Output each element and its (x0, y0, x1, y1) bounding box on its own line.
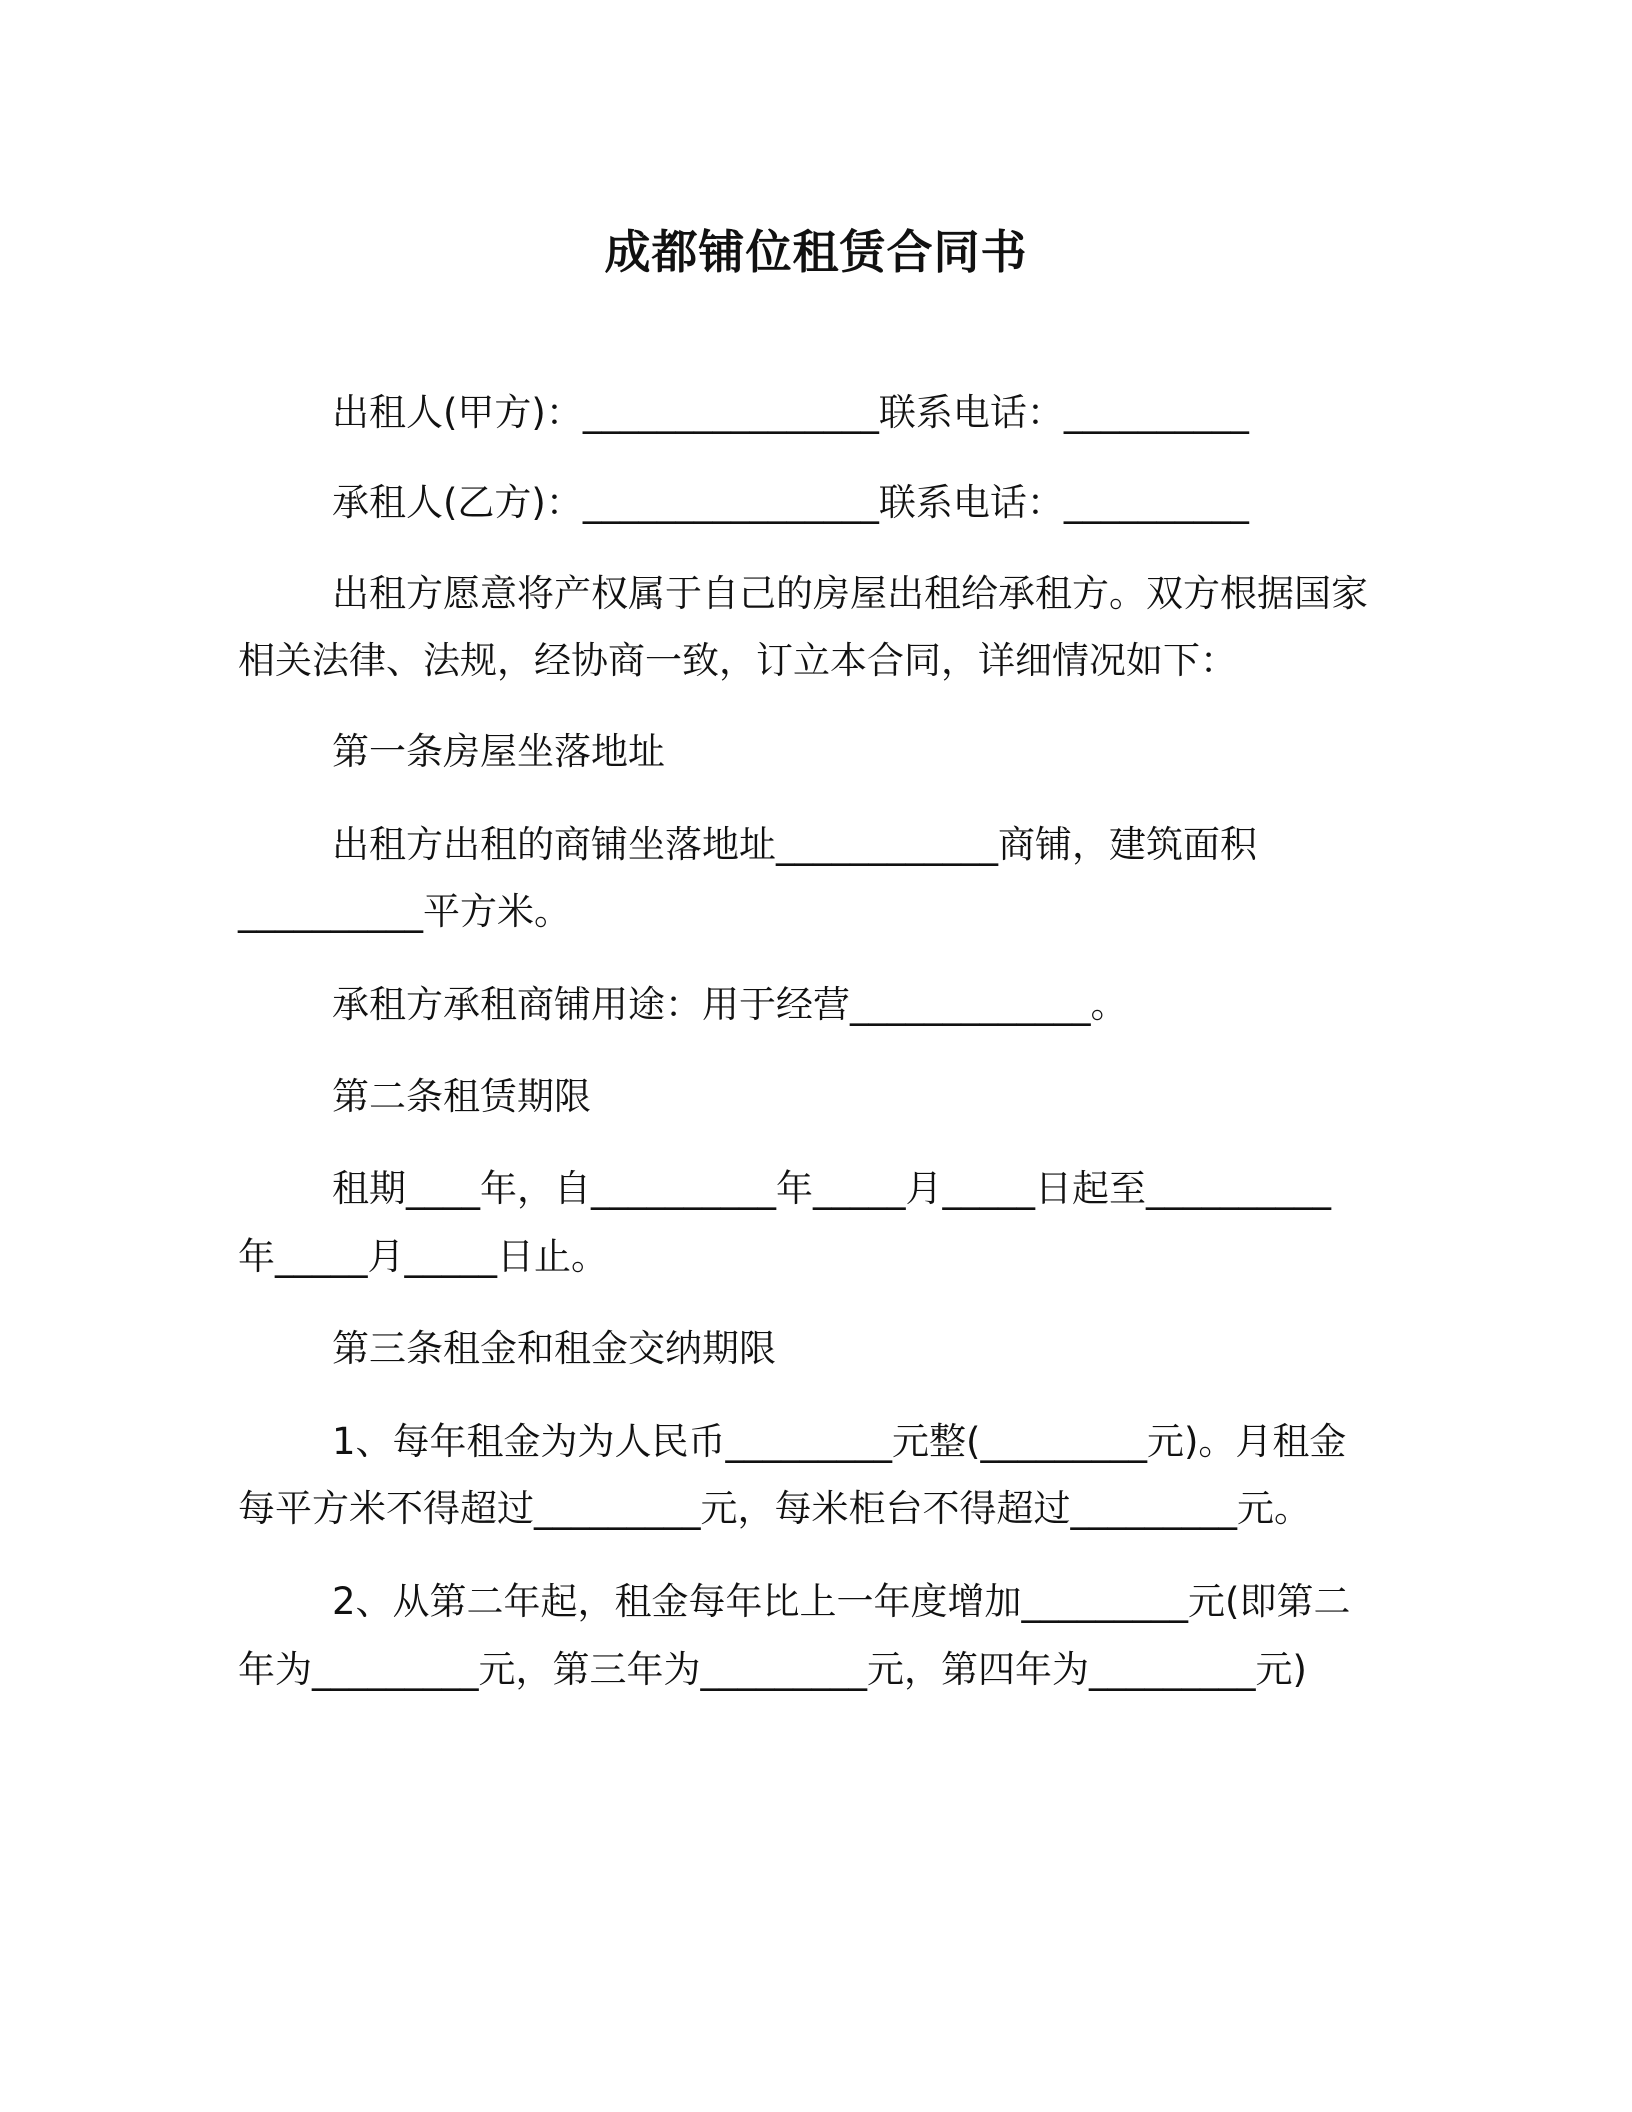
address-line-1: 出租方出租的商铺坐落地址____________商铺，建筑面积 (332, 823, 1257, 866)
article-1-heading: 第一条房屋坐落地址 (332, 730, 665, 773)
document-title: 成都铺位租赁合同书 (604, 225, 1028, 279)
article-2-heading: 第二条租赁期限 (332, 1075, 591, 1118)
lessor-line: 出租人(甲方)：________________联系电话：__________ (332, 391, 1249, 434)
rent-clause-2-line-1: 2、从第二年起，租金每年比上一年度增加_________元(即第二 (332, 1580, 1351, 1623)
preamble-line-1: 出租方愿意将产权属于自己的房屋出租给承租方。双方根据国家 (332, 572, 1368, 615)
lessee-line: 承租人(乙方)：________________联系电话：__________ (332, 481, 1249, 524)
article-3-heading: 第三条租金和租金交纳期限 (332, 1327, 776, 1370)
address-line-2: __________平方米。 (238, 890, 571, 933)
preamble-line-2: 相关法律、法规，经协商一致，订立本合同，详细情况如下： (238, 639, 1237, 682)
rent-clause-2-line-2: 年为_________元，第三年为_________元，第四年为_________元) (238, 1648, 1307, 1691)
usage-line: 承租方承租商铺用途：用于经营_____________。 (332, 983, 1128, 1026)
term-line-2: 年_____月_____日止。 (238, 1235, 608, 1278)
rent-clause-1-line-1: 1、每年租金为为人民币_________元整(_________元)。月租金 (332, 1420, 1347, 1463)
term-line-1: 租期____年，自__________年_____月_____日起至__________ (332, 1167, 1331, 1210)
rent-clause-1-line-2: 每平方米不得超过_________元，每米柜台不得超过_________元。 (238, 1487, 1311, 1530)
